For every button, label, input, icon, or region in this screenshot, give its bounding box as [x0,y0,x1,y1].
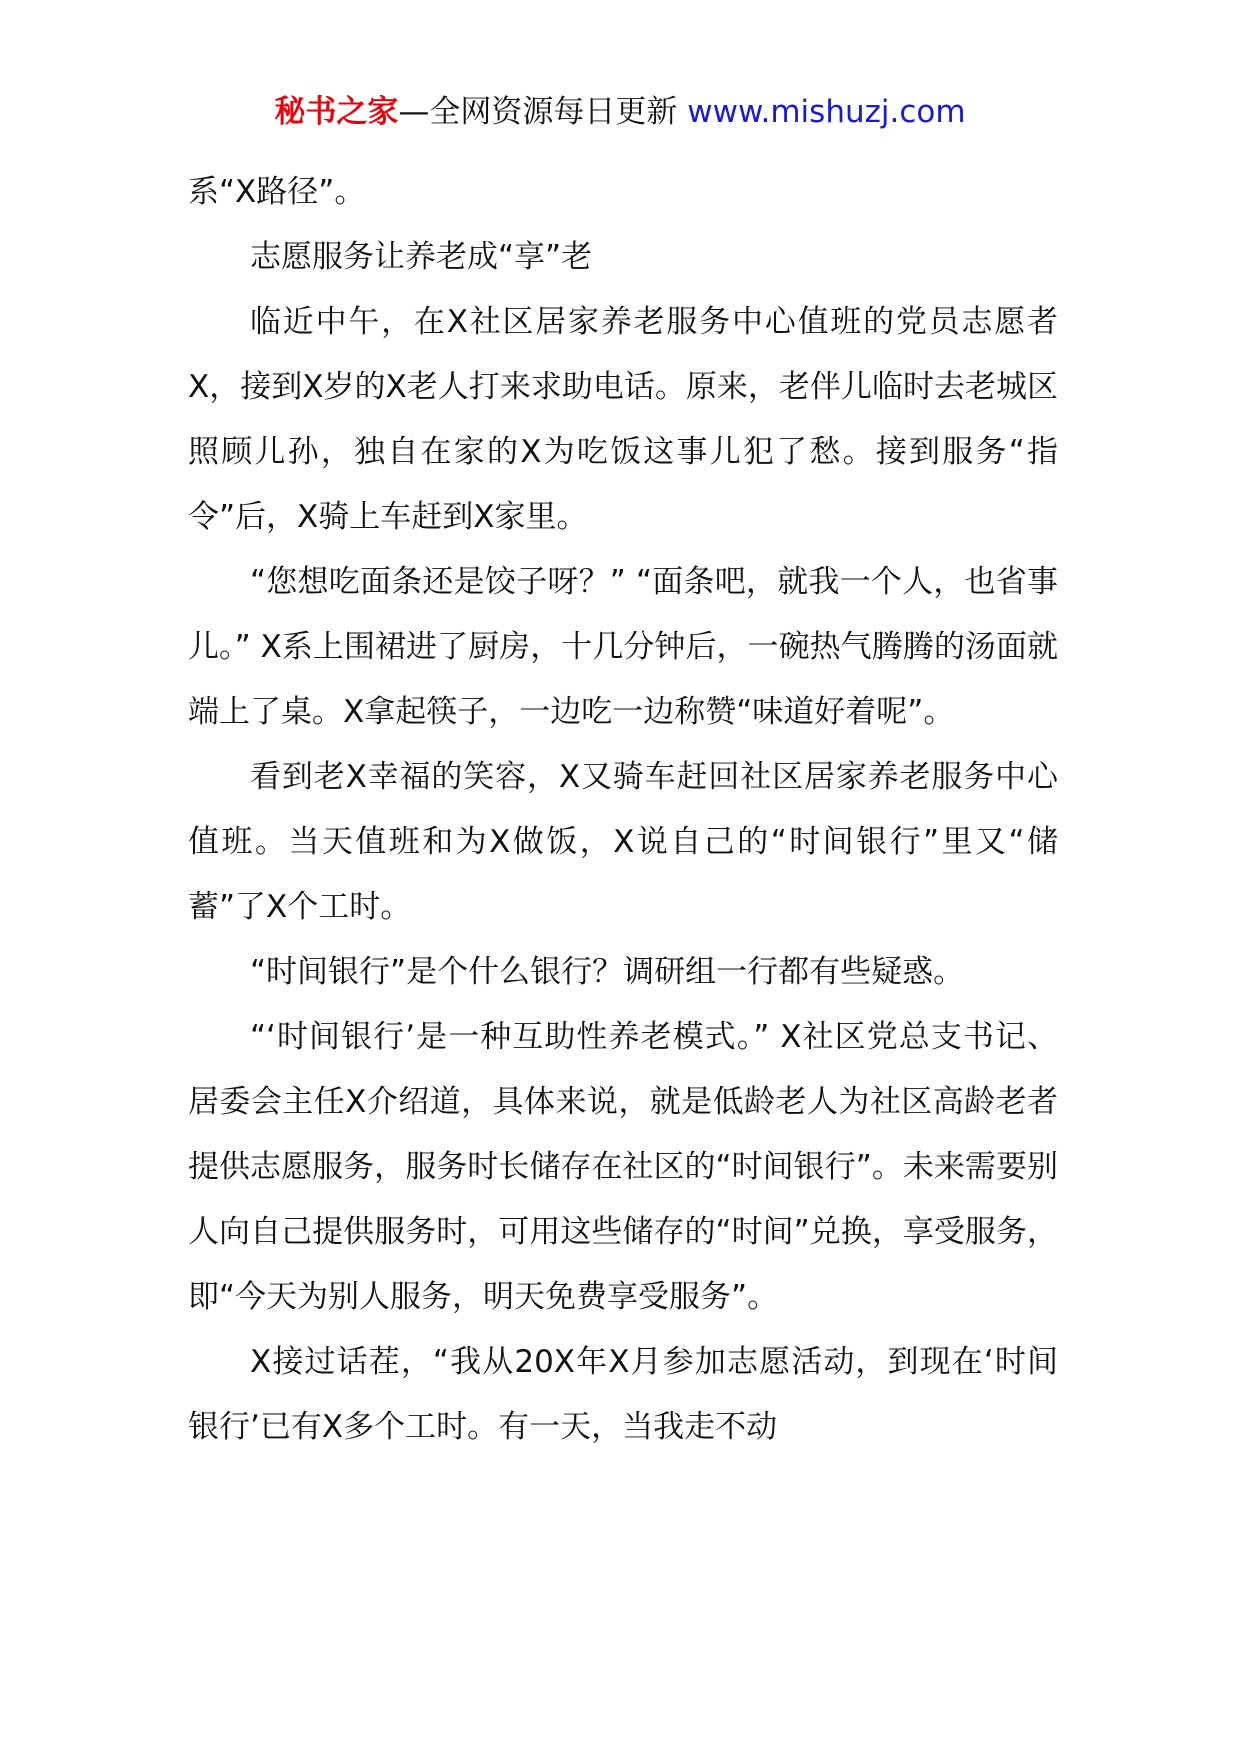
site-url-link[interactable]: www.mishuzj.com [687,94,966,130]
paragraph: “时间银行”是个什么银行？调研组一行都有些疑惑。 [250,954,965,990]
document-body [188,160,1058,1460]
paragraph: “‘时间银行’是一种互助性养老模式。” X社区党总支书记、居委会主任X介绍道，具体来说，就是低龄老人为社区高龄老者提供志愿服务，服务时长储存在社区的“时间银行”。未来需要别人向自己提供服务时，可用这些储存的“时间”兑换，享受服务，即“今天为别人服务，明天免费享受服务”。 [188,1019,1058,1315]
paragraph: X接过话茬，“我从20X年X月参加志愿活动，到现在‘时间银行’已有X多个工时。有一天，当我走不动 [188,1344,1058,1445]
page-header [0,92,1240,132]
brand-name: 秘书之家 [274,94,399,130]
paragraph-continuation: 系“X路径”。 [188,174,366,210]
header-tagline: —全网资源每日更新 [398,94,678,130]
paragraph: 看到老X幸福的笑容，X又骑车赶回社区居家养老服务中心值班。当天值班和为X做饭，X说自己的“时间银行”里又“储蓄”了X个工时。 [188,759,1058,925]
paragraph: 临近中午，在X社区居家养老服务中心值班的党员志愿者X，接到X岁的X老人打来求助电话。原来，老伴儿临时去老城区照顾儿孙，独自在家的X为吃饭这事儿犯了愁。接到服务“指令”后，X骑上车赶到X家里。 [188,304,1058,535]
paragraph: “您想吃面条还是饺子呀？” “面条吧，就我一个人，也省事儿。” X系上围裙进了厨房，十几分钟后，一碗热气腾腾的汤面就端上了桌。X拿起筷子，一边吃一边称赞“味道好着呢”。 [188,564,1058,730]
section-heading: 志愿服务让养老成“享”老 [250,239,593,275]
